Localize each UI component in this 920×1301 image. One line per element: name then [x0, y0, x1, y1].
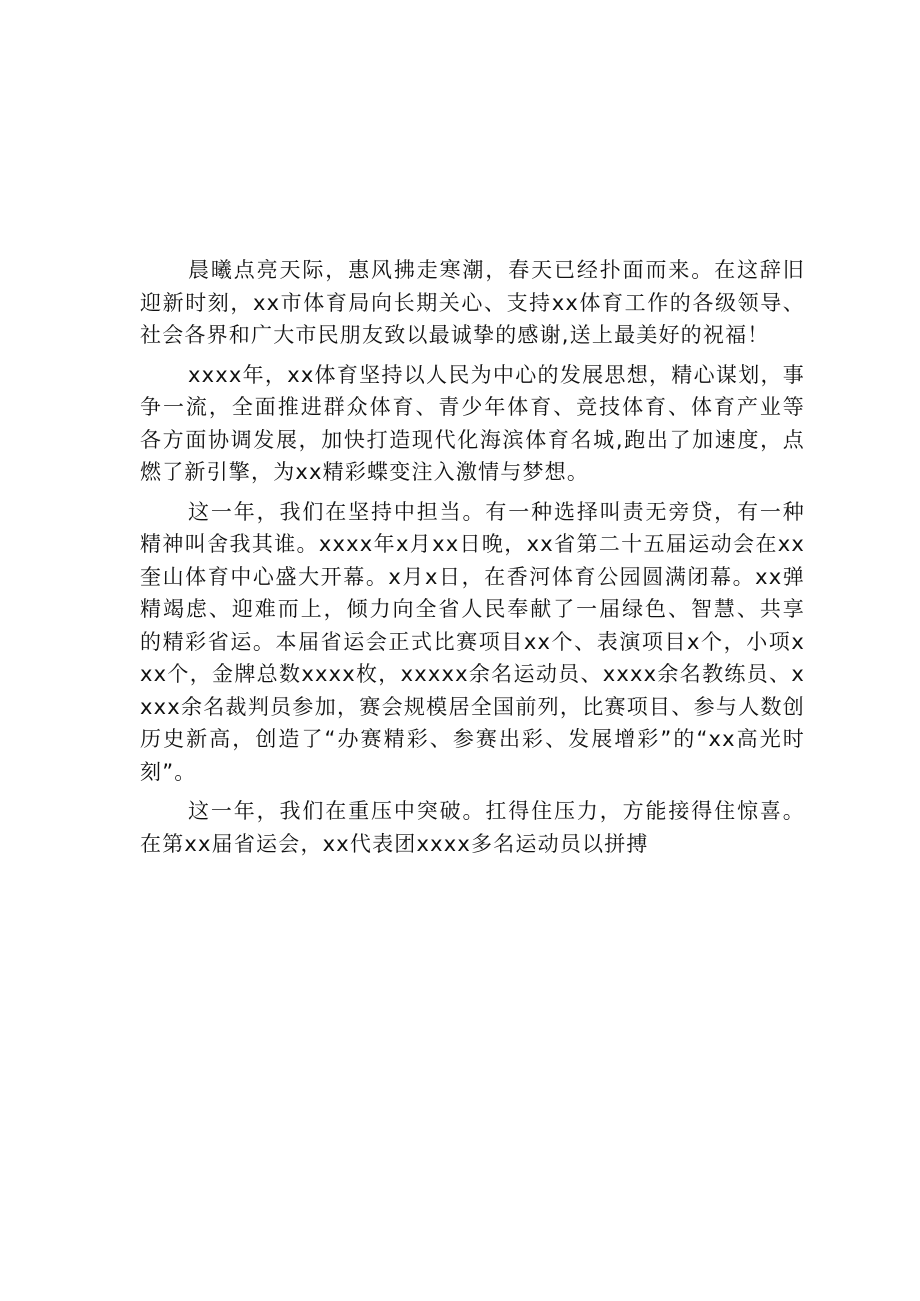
document-body [140, 254, 805, 860]
paragraph-provincial-games: 这一年，我们在坚持中担当。有一种选择叫责无旁贷，有一种精神叫舍我其谁。xxxx年x月xx日晚，xx省第二十五届运动会在xx奎山体育中心盛大开幕。x月x日，在香河体育公园圆满闭幕。xx弹精竭虑、迎难而上，倾力向全省人民奉献了一届绿色、智慧、共享的精彩省运。本届省运会正式比赛项目xx个、表演项目x个，小项xxx个，金牌总数xxxx枚，xxxxx余名运动员、xxxx余名教练员、xxxx余名裁判员参加，赛会规模居全国前列，比赛项目、参与人数创历史新高，创造了“办赛精彩、参赛出彩、发展增彩”的“xx高光时刻”。 [140, 499, 805, 784]
paragraph-greeting: 晨曦点亮天际，惠风拂走寒潮，春天已经扑面而来。在这辞旧迎新时刻，xx市体育局向长期关心、支持xx体育工作的各级领导、社会各界和广大市民朋友致以最诚挚的感谢,送上最美好的祝福！ [140, 258, 805, 347]
paragraph-breakthrough: 这一年，我们在重压中突破。扛得住压力，方能接得住惊喜。在第xx届省运会，xx代表团xxxx多名运动员以拼搏 [140, 799, 805, 856]
paragraph-year-summary: xxxx年，xx体育坚持以人民为中心的发展思想，精心谋划，事争一流，全面推进群众体育、青少年体育、竞技体育、体育产业等各方面协调发展，加快打造现代化海滨体育名城,跑出了加速度，点燃了新引擎，为xx精彩蝶变注入激情与梦想。 [140, 362, 805, 484]
